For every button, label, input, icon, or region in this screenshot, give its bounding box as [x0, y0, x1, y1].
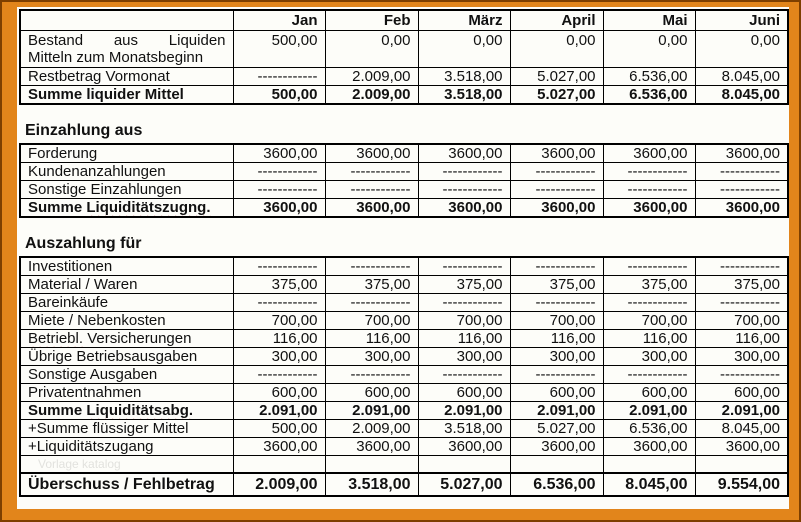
- row-label-cell: [20, 402, 233, 420]
- value-cell: 2.009,00: [233, 473, 325, 496]
- value-cell: 2.091,00: [233, 402, 325, 420]
- value-cell: 3600,00: [233, 144, 325, 163]
- row-label-cell: [20, 199, 233, 218]
- month-header-jan: Jan: [233, 10, 325, 31]
- table-row-summe-liquiditaetsabgang: [20, 402, 788, 420]
- row-label-line2: Mitteln zum Monatsbeginn: [28, 49, 204, 66]
- empty-corner-cell: [20, 10, 233, 31]
- value-cell: 600,00: [233, 384, 325, 402]
- value-cell: 5.027,00: [418, 473, 510, 496]
- value-cell: 2.009,00: [325, 68, 418, 86]
- row-label-cell: Bareinkäufe: [20, 294, 233, 312]
- value-cell: 6.536,00: [603, 86, 695, 105]
- value-cell: ------------: [418, 294, 510, 312]
- value-cell: 116,00: [695, 330, 788, 348]
- value-cell: 3600,00: [603, 199, 695, 218]
- value-cell: 600,00: [695, 384, 788, 402]
- value-cell: 500,00: [233, 86, 325, 105]
- table-row-material-waren: [20, 276, 788, 294]
- row-label-cell: Überschuss / Fehlbetrag: [20, 473, 233, 496]
- value-cell: ------------: [418, 257, 510, 276]
- value-cell: 8.045,00: [695, 68, 788, 86]
- value-cell: 0,00: [510, 31, 603, 68]
- paper-background: [17, 7, 789, 509]
- value-cell: 116,00: [233, 330, 325, 348]
- value-cell: 0,00: [695, 31, 788, 68]
- value-cell: 2.091,00: [325, 402, 418, 420]
- value-cell: ------------: [325, 294, 418, 312]
- row-label-cell: Material / Waren: [20, 276, 233, 294]
- value-cell: 3600,00: [510, 438, 603, 456]
- value-cell: ------------: [325, 163, 418, 181]
- value-cell: ------------: [418, 181, 510, 199]
- value-cell: ------------: [695, 366, 788, 384]
- table-row-bestand: [20, 31, 788, 68]
- value-cell: 3600,00: [325, 199, 418, 218]
- value-cell: ------------: [695, 257, 788, 276]
- row-label-line1: Bestand aus Liquiden: [28, 32, 226, 49]
- value-cell: 375,00: [695, 276, 788, 294]
- table-row-ueberschuss-fehlbetrag: [20, 473, 788, 496]
- value-cell: 3600,00: [418, 144, 510, 163]
- table-row-sonstige-einzahlungen: [20, 181, 788, 199]
- value-cell: [418, 456, 510, 474]
- month-header-feb: Feb: [325, 10, 418, 31]
- value-cell: 2.091,00: [603, 402, 695, 420]
- value-cell: 3600,00: [233, 438, 325, 456]
- value-cell: 8.045,00: [695, 420, 788, 438]
- value-cell: [325, 456, 418, 474]
- value-cell: 375,00: [603, 276, 695, 294]
- value-cell: 8.045,00: [603, 473, 695, 496]
- value-cell: 116,00: [418, 330, 510, 348]
- value-cell: ------------: [233, 181, 325, 199]
- value-cell: 700,00: [233, 312, 325, 330]
- row-label-cell: +Summe flüssiger Mittel: [20, 420, 233, 438]
- value-cell: 3600,00: [418, 199, 510, 218]
- value-cell: 3600,00: [695, 199, 788, 218]
- value-cell: [510, 456, 603, 474]
- value-cell: 116,00: [325, 330, 418, 348]
- value-cell: 0,00: [418, 31, 510, 68]
- value-cell: 6.536,00: [510, 473, 603, 496]
- value-cell: ------------: [233, 163, 325, 181]
- table-row-summe-liquiditaetszugang: [20, 199, 788, 218]
- value-cell: 300,00: [695, 348, 788, 366]
- value-cell: 2.091,00: [695, 402, 788, 420]
- value-cell: 5.027,00: [510, 68, 603, 86]
- value-cell: ------------: [603, 366, 695, 384]
- row-label-cell: Sonstige Einzahlungen: [20, 181, 233, 199]
- value-cell: 375,00: [510, 276, 603, 294]
- value-cell: 2.009,00: [325, 86, 418, 105]
- table-auszahlung: [19, 256, 789, 497]
- value-cell: 700,00: [418, 312, 510, 330]
- table-row-uebrige-betriebsausgaben: [20, 348, 788, 366]
- value-cell: ------------: [510, 257, 603, 276]
- value-cell: 3600,00: [695, 438, 788, 456]
- value-cell: 300,00: [603, 348, 695, 366]
- value-cell: 6.536,00: [603, 420, 695, 438]
- row-label-cell: Sonstige Ausgaben: [20, 366, 233, 384]
- watermark-text: Vorlage katalog: [38, 457, 121, 471]
- table-row-summe-fluessiger-mittel: [20, 420, 788, 438]
- value-cell: 300,00: [325, 348, 418, 366]
- value-cell: 600,00: [603, 384, 695, 402]
- value-cell: 700,00: [695, 312, 788, 330]
- value-cell: 3600,00: [325, 144, 418, 163]
- value-cell: ------------: [233, 257, 325, 276]
- value-cell: 3600,00: [325, 438, 418, 456]
- value-cell: 0,00: [325, 31, 418, 68]
- value-cell: 116,00: [603, 330, 695, 348]
- row-label-cell: [20, 330, 233, 348]
- row-label-cell: Privatentnahmen: [20, 384, 233, 402]
- value-cell: ------------: [695, 294, 788, 312]
- month-header-mai: Mai: [603, 10, 695, 31]
- value-cell: ------------: [695, 181, 788, 199]
- value-cell: 2.009,00: [325, 420, 418, 438]
- table-liquid-funds: [19, 9, 789, 105]
- value-cell: ------------: [510, 366, 603, 384]
- spellcheck-marked-word: Liquiditätszugng.: [86, 199, 211, 216]
- table-row-miete-nebenkosten: [20, 312, 788, 330]
- row-label-cell: Miete / Nebenkosten: [20, 312, 233, 330]
- value-cell: 700,00: [510, 312, 603, 330]
- value-cell: ------------: [510, 294, 603, 312]
- value-cell: 300,00: [510, 348, 603, 366]
- value-cell: 375,00: [418, 276, 510, 294]
- value-cell: 3600,00: [510, 199, 603, 218]
- row-label-cell: [20, 31, 233, 68]
- table-einzahlung: [19, 143, 789, 218]
- value-cell: 3600,00: [418, 438, 510, 456]
- value-cell: 3.518,00: [325, 473, 418, 496]
- value-cell: ------------: [418, 366, 510, 384]
- value-cell: 3600,00: [510, 144, 603, 163]
- spellcheck-marked-word: Liquiditätsabg.: [86, 402, 194, 419]
- value-cell: [603, 456, 695, 474]
- row-label-cell: Übrige Betriebsausgaben: [20, 348, 233, 366]
- table-row-kundenanzahlungen: [20, 163, 788, 181]
- value-cell: 600,00: [510, 384, 603, 402]
- row-label-text: Summe: [28, 199, 87, 216]
- value-cell: ------------: [233, 68, 325, 86]
- row-label-cell: Restbetrag Vormonat: [20, 68, 233, 86]
- value-cell: ------------: [325, 257, 418, 276]
- value-cell: 2.091,00: [418, 402, 510, 420]
- row-label-text: Summe: [28, 402, 87, 419]
- month-header-jun: Juni: [695, 10, 788, 31]
- value-cell: ------------: [603, 181, 695, 199]
- value-cell: 5.027,00: [510, 86, 603, 105]
- table-row-forderung: [20, 144, 788, 163]
- row-label-cell: +Liquiditätszugang: [20, 438, 233, 456]
- value-cell: 3600,00: [695, 144, 788, 163]
- value-cell: 500,00: [233, 31, 325, 68]
- month-header-apr: April: [510, 10, 603, 31]
- table-row-investitionen: [20, 257, 788, 276]
- value-cell: 9.554,00: [695, 473, 788, 496]
- value-cell: 600,00: [418, 384, 510, 402]
- value-cell: [233, 456, 325, 474]
- row-label-cell: [20, 456, 233, 474]
- month-header-row: [20, 10, 788, 31]
- value-cell: 3600,00: [603, 438, 695, 456]
- value-cell: 3600,00: [233, 199, 325, 218]
- row-label-cell: Kundenanzahlungen: [20, 163, 233, 181]
- value-cell: 3.518,00: [418, 420, 510, 438]
- value-cell: 600,00: [325, 384, 418, 402]
- row-label-cell: Investitionen: [20, 257, 233, 276]
- value-cell: 300,00: [418, 348, 510, 366]
- value-cell: ------------: [325, 181, 418, 199]
- table-row-bareinkaeufe: [20, 294, 788, 312]
- value-cell: ------------: [325, 366, 418, 384]
- value-cell: ------------: [418, 163, 510, 181]
- table-row-privatentnahmen: [20, 384, 788, 402]
- value-cell: 375,00: [233, 276, 325, 294]
- table-row-liquiditaetszugang: [20, 438, 788, 456]
- value-cell: 116,00: [510, 330, 603, 348]
- value-cell: [695, 456, 788, 474]
- table-row-betriebl-versicherungen: [20, 330, 788, 348]
- section-heading-auszahlung: Auszahlung für: [25, 235, 142, 252]
- value-cell: 3.518,00: [418, 68, 510, 86]
- value-cell: 500,00: [233, 420, 325, 438]
- value-cell: 3.518,00: [418, 86, 510, 105]
- value-cell: ------------: [695, 163, 788, 181]
- value-cell: ------------: [233, 366, 325, 384]
- value-cell: ------------: [510, 181, 603, 199]
- value-cell: ------------: [510, 163, 603, 181]
- value-cell: ------------: [603, 294, 695, 312]
- value-cell: ------------: [603, 163, 695, 181]
- value-cell: 0,00: [603, 31, 695, 68]
- value-cell: 5.027,00: [510, 420, 603, 438]
- table-row-blank-watermark: [20, 456, 788, 474]
- value-cell: 375,00: [325, 276, 418, 294]
- value-cell: 700,00: [325, 312, 418, 330]
- table-row-summe-liquider-mittel: [20, 86, 788, 105]
- value-cell: 8.045,00: [695, 86, 788, 105]
- value-cell: ------------: [603, 257, 695, 276]
- spellcheck-marked-word: Betriebl.: [28, 330, 84, 347]
- value-cell: 700,00: [603, 312, 695, 330]
- row-label-cell: Summe liquider Mittel: [20, 86, 233, 105]
- value-cell: 6.536,00: [603, 68, 695, 86]
- section-heading-einzahlung: Einzahlung aus: [25, 122, 143, 139]
- value-cell: 2.091,00: [510, 402, 603, 420]
- table-row-restbetrag: [20, 68, 788, 86]
- row-label-text: Versicherungen: [83, 330, 192, 347]
- month-header-mar: März: [418, 10, 510, 31]
- value-cell: 3600,00: [603, 144, 695, 163]
- value-cell: 300,00: [233, 348, 325, 366]
- row-label-cell: Forderung: [20, 144, 233, 163]
- table-row-sonstige-ausgaben: [20, 366, 788, 384]
- value-cell: ------------: [233, 294, 325, 312]
